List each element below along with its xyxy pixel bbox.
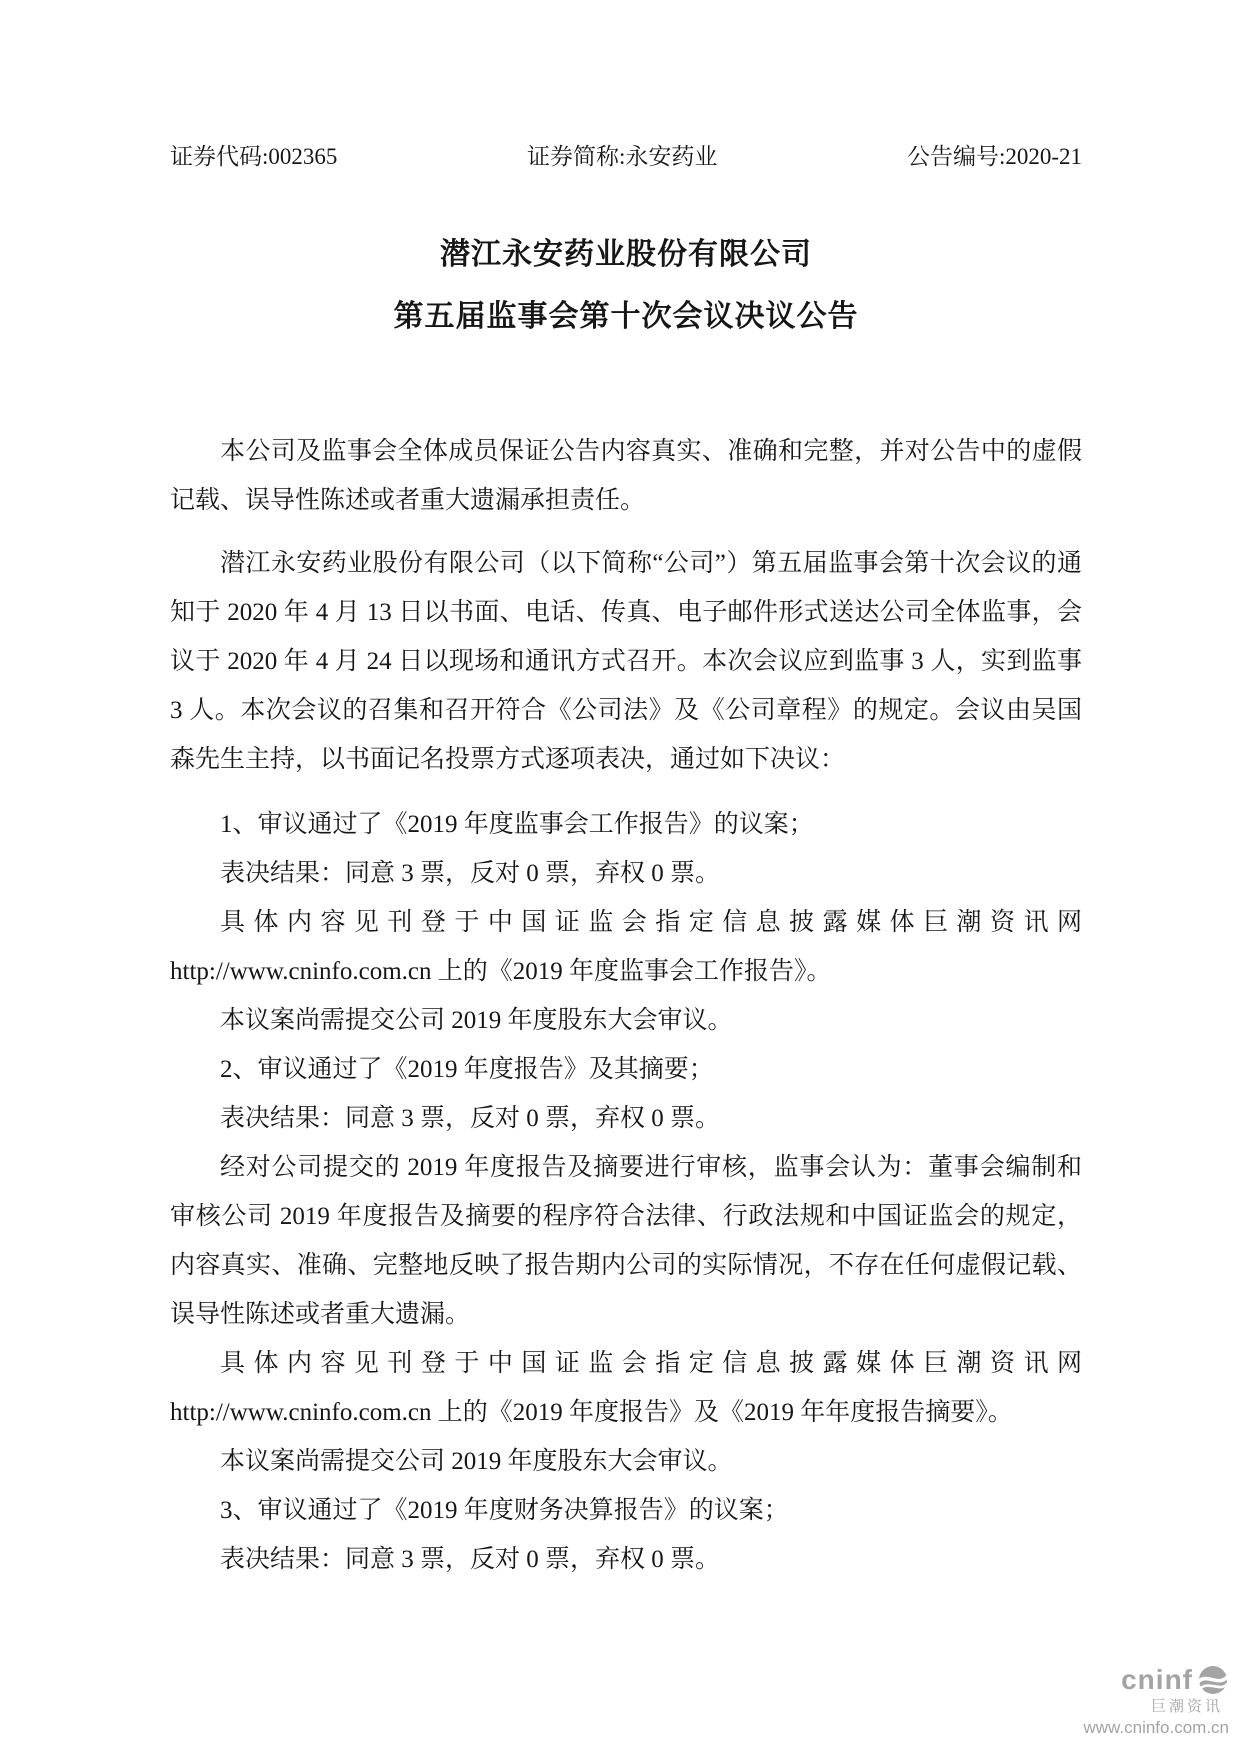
paragraph-disclaimer: 本公司及监事会全体成员保证公告内容真实、准确和完整，并对公告中的虚假记载、误导性陈述或者重大遗漏承担责任。 <box>170 438 1082 514</box>
stock-code-label: 证券代码:002365 <box>170 144 338 169</box>
document-header <box>170 141 1082 173</box>
cninfo-logo-text: cninf <box>1121 1664 1193 1696</box>
page-content <box>170 0 1082 1584</box>
cninfo-logo-icon <box>1197 1664 1229 1696</box>
resolution-2-title: 2、审议通过了《2019 年度报告》及其摘要； <box>220 1056 714 1083</box>
resolution-2-disclosure: 具体内容见刊登于中国证监会指定信息披露媒体巨潮资讯网http://www.cninfo.com.cn 上的《2019 年度报告》及《2019 年年度报告摘要》。 <box>170 1350 1082 1426</box>
title-line-meeting-resolution: 第五届监事会第十次会议决议公告 <box>393 300 859 333</box>
title-line-company-name: 潜江永安药业股份有限公司 <box>440 238 812 271</box>
resolution-1-title: 1、审议通过了《2019 年度监事会工作报告》的议案； <box>220 811 814 838</box>
resolution-2-vote-result: 表决结果：同意 3 票，反对 0 票，弃权 0 票。 <box>220 1105 721 1132</box>
document-body <box>170 427 1082 1584</box>
paragraph-meeting-intro: 潜江永安药业股份有限公司（以下简称“公司”）第五届监事会第十次会议的通知于 2020 年 4 月 13 日以书面、电话、传真、电子邮件形式送达公司全体监事，会议于 2020 年 4 月 24 日以现场和通讯方式召开。本次会议应到监事 3 人，实到监事 3 人。本次会议的召集和召开符合《公司法》及《公司章程》的规定。会议由吴国森先生主持，以书面记名投票方式逐项表决，通过如下决议： <box>170 550 1082 773</box>
announcement-number-label: 公告编号:2020-21 <box>906 144 1082 169</box>
resolution-2-opinion: 经对公司提交的 2019 年度报告及摘要进行审核，监事会认为：董事会编制和审核公司 2019 年度报告及摘要的程序符合法律、行政法规和中国证监会的规定，内容真实、准确、完整地反映了报告期内公司的实际情况，不存在任何虚假记载、误导性陈述或者重大遗漏。 <box>170 1154 1082 1328</box>
cninfo-watermark <box>1084 1664 1230 1738</box>
resolution-2-submission: 本议案尚需提交公司 2019 年度股东大会审议。 <box>220 1448 733 1475</box>
resolution-3-vote-result: 表决结果：同意 3 票，反对 0 票，弃权 0 票。 <box>220 1546 721 1573</box>
cninfo-brand-name: 巨潮资讯 <box>1150 1698 1223 1716</box>
cninfo-logo-row <box>1084 1664 1230 1696</box>
document-title <box>170 235 1082 337</box>
cninfo-url: www.cninfo.com.cn <box>1083 1718 1229 1738</box>
resolution-1-vote-result: 表决结果：同意 3 票，反对 0 票，弃权 0 票。 <box>220 860 721 887</box>
stock-short-name-label: 证券简称:永安药业 <box>526 144 718 169</box>
resolution-1-disclosure: 具体内容见刊登于中国证监会指定信息披露媒体巨潮资讯网http://www.cninfo.com.cn 上的《2019 年度监事会工作报告》。 <box>170 909 1082 985</box>
resolution-1-submission: 本议案尚需提交公司 2019 年度股东大会审议。 <box>220 1007 733 1034</box>
resolution-3-title: 3、审议通过了《2019 年度财务决算报告》的议案； <box>220 1497 789 1524</box>
